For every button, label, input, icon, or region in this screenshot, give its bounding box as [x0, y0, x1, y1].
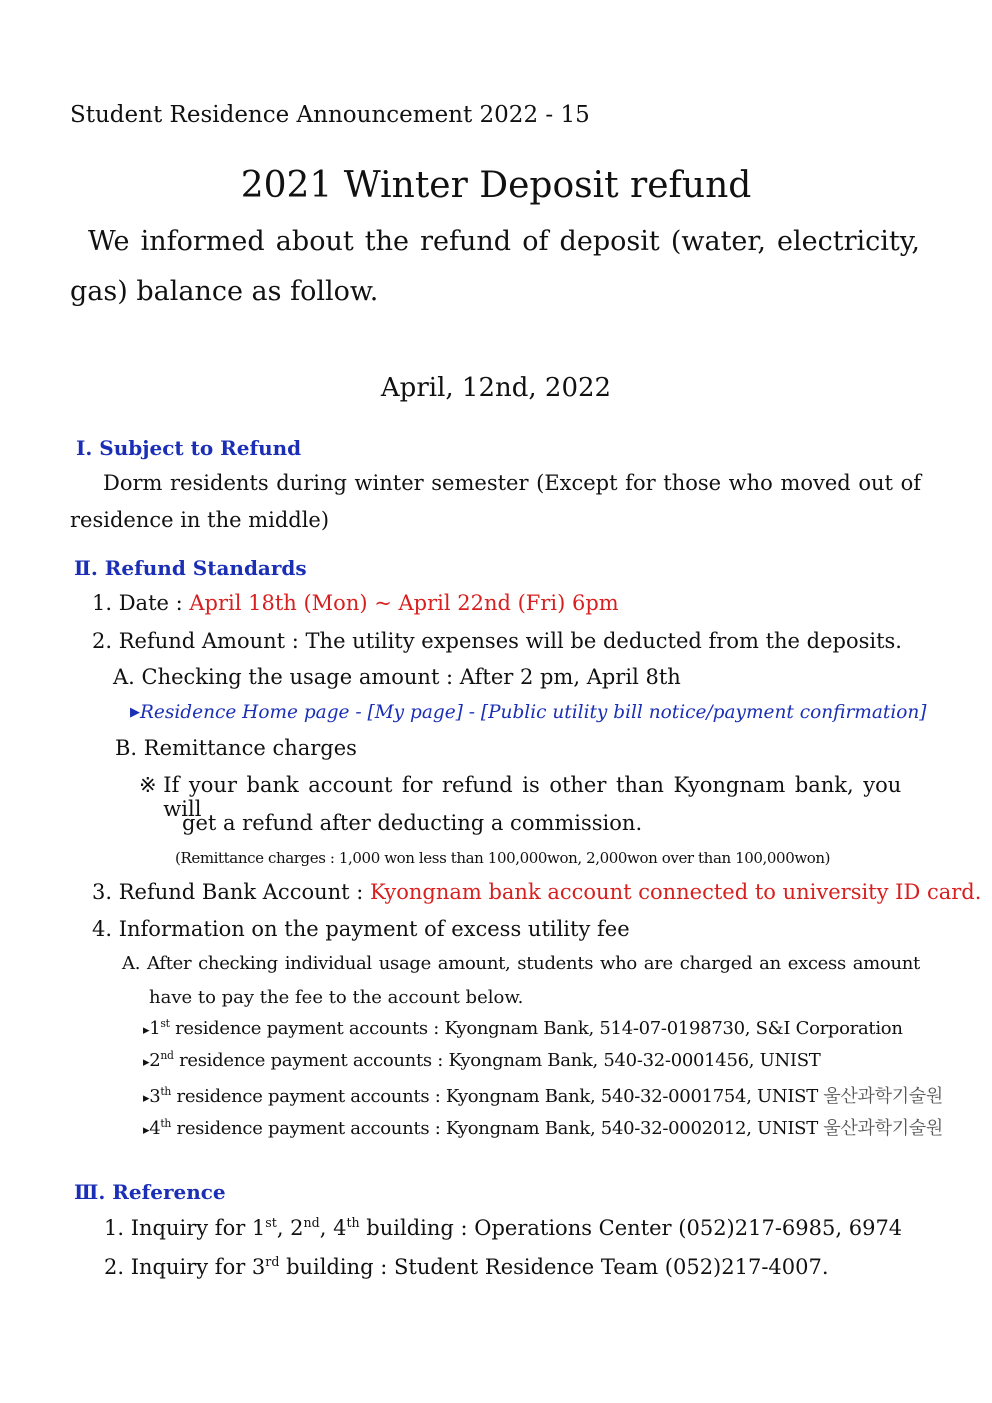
- refund-bank-value: Kyongnam bank account connected to university ID card.: [370, 880, 982, 904]
- section-1-line-2: residence in the middle): [70, 508, 330, 532]
- excess-fee-line-2: have to pay the fee to the account below.: [149, 987, 524, 1008]
- reference-inquiry-2: 2. Inquiry for 3rd building : Student Residence Team (052)217-4007.: [104, 1254, 829, 1279]
- payment-account-4: ▸4th residence payment accounts : Kyongnam Bank, 540-32-0002012, UNIST 울산과학기술원: [143, 1117, 943, 1139]
- refund-date-item: [92, 591, 619, 615]
- payment-account-2: ▸2nd residence payment accounts : Kyongnam Bank, 540-32-0001456, UNIST: [143, 1049, 821, 1071]
- payment-account-1: ▸1st residence payment accounts : Kyongnam Bank, 514-07-0198730, S&I Corporation: [143, 1017, 903, 1039]
- section-2-heading: Ⅱ. Refund Standards: [74, 556, 307, 580]
- excess-fee-line-1: A. After checking individual usage amount, students who are charged an excess amount: [122, 953, 920, 974]
- page-title: 2021 Winter Deposit refund: [240, 165, 752, 206]
- intro-line-2: gas) balance as follow.: [70, 276, 379, 307]
- announcement-header: Student Residence Announcement 2022 - 15: [70, 102, 590, 128]
- refund-date-label: 1. Date :: [92, 591, 190, 615]
- bullet-icon: ▸: [143, 1091, 150, 1106]
- intro-line-1: We informed about the refund of deposit (water, electricity,: [88, 226, 920, 257]
- refund-amount-item: 2. Refund Amount : The utility expenses will be deducted from the deposits.: [92, 629, 902, 653]
- arrow-right-icon: ▶: [130, 705, 140, 720]
- reference-inquiry-1: 1. Inquiry for 1st, 2nd, 4th building : Operations Center (052)217-6985, 6974: [104, 1215, 903, 1240]
- excess-fee-item: 4. Information on the payment of excess utility fee: [92, 917, 630, 941]
- residence-homepage-link[interactable]: [130, 702, 927, 723]
- section-3-heading: Ⅲ. Reference: [74, 1180, 226, 1204]
- refund-date-value: April 18th (Mon) ~ April 22nd (Fri) 6pm: [189, 591, 619, 615]
- bullet-icon: ▸: [143, 1123, 150, 1138]
- section-1-heading: Ⅰ. Subject to Refund: [76, 436, 302, 460]
- note-text-1: If your bank account for refund is other than Kyongnam bank, you will: [163, 773, 902, 821]
- reference-mark-icon: ※: [139, 773, 157, 797]
- announcement-date: April, 12nd, 2022: [380, 373, 612, 403]
- usage-check-item: A. Checking the usage amount : After 2 pm, April 8th: [113, 665, 681, 689]
- link-text: Residence Home page - [My page] - [Public utility bill notice/payment confirmation]: [140, 702, 927, 723]
- remittance-note-line-2: get a refund after deducting a commission.: [182, 811, 643, 835]
- bullet-icon: ▸: [143, 1023, 150, 1038]
- payment-account-3: ▸3th residence payment accounts : Kyongnam Bank, 540-32-0001754, UNIST 울산과학기술원: [143, 1085, 943, 1107]
- remittance-charges-detail: (Remittance charges : 1,000 won less than 100,000won, 2,000won over than 100,000won): [175, 849, 831, 867]
- refund-bank-account-item: [92, 880, 981, 904]
- bullet-icon: ▸: [143, 1055, 150, 1070]
- remittance-charges-item: B. Remittance charges: [115, 736, 357, 760]
- section-1-line-1: Dorm residents during winter semester (Except for those who moved out of: [103, 471, 921, 495]
- refund-bank-label: 3. Refund Bank Account :: [92, 880, 371, 904]
